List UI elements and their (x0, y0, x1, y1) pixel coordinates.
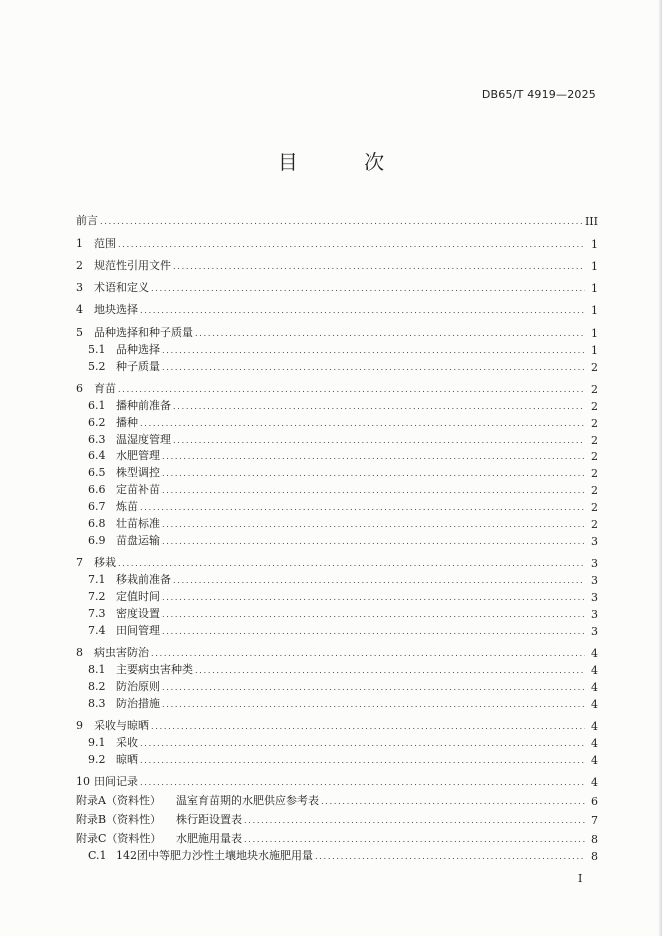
toc-entry-label: 范围 (94, 236, 116, 250)
toc-entry[interactable] (76, 767, 598, 789)
toc-entry[interactable] (76, 531, 598, 548)
toc-entry[interactable] (76, 548, 598, 570)
toc-leader-dots (162, 519, 585, 529)
toc-leader-dots (140, 777, 585, 787)
toc-leader-dots (195, 665, 585, 675)
toc-entry-page: 1 (591, 326, 598, 340)
toc-leader-dots (151, 648, 585, 658)
toc-entry[interactable] (76, 317, 598, 339)
toc-entry-label: 育苗 (94, 381, 116, 395)
toc-entry-label: 株行距设置表 (176, 813, 242, 827)
toc-entry-label: 田间记录 (94, 775, 138, 789)
toc-entry-label: 移栽前准备 (116, 573, 171, 587)
toc-entry-title (76, 717, 149, 733)
toc-entry-page: 4 (591, 680, 598, 694)
toc-leader-dots (173, 575, 585, 585)
toc-entry-page: 2 (591, 399, 598, 413)
toc-leader-dots (173, 435, 585, 445)
toc-entry-number: 9.1 (88, 735, 106, 749)
toc-entry-title (76, 414, 138, 430)
toc-entry-title (76, 464, 160, 480)
toc-leader-dots (244, 815, 585, 825)
document-code: DB65/T 4919—2025 (481, 88, 596, 101)
toc-entry-label: 种子质量 (116, 359, 160, 373)
toc-entry[interactable] (76, 808, 598, 827)
toc-entry-number: 6.1 (88, 398, 106, 412)
toc-entry-title (76, 811, 242, 827)
toc-entry-title (76, 481, 160, 497)
toc-entry-label: 地块选择 (94, 303, 138, 317)
toc-entry-title (76, 397, 171, 413)
toc-entry-title (76, 644, 149, 660)
toc-entry-title (76, 622, 160, 638)
toc-entry-page: 4 (591, 736, 598, 750)
toc-entry-number: 5 (76, 325, 83, 339)
toc-entry-label: 品种选择和种子质量 (94, 325, 193, 339)
toc-entry-page: III (584, 215, 598, 229)
toc-entry-page: 3 (591, 607, 598, 621)
toc-entry-title (76, 235, 116, 251)
toc-entry[interactable] (76, 846, 598, 863)
page-edge-shadow (658, 0, 662, 936)
toc-entry-page: 3 (591, 590, 598, 604)
toc-leader-dots (162, 536, 585, 546)
toc-entry-label: 晾晒 (116, 752, 138, 766)
toc-entry-number: 6 (76, 381, 83, 395)
toc-entry-title (76, 847, 313, 863)
toc-entry-page: 8 (591, 849, 598, 863)
toc-entry-label: 播种前准备 (116, 398, 171, 412)
toc-entry-page: 2 (591, 467, 598, 481)
toc-entry-title (76, 380, 116, 396)
toc-entry-label: 温湿度管理 (116, 432, 171, 446)
toc-leader-dots (162, 626, 585, 636)
toc-entry-label: 防治原则 (116, 679, 160, 693)
toc-entry-title (76, 447, 160, 463)
toc-leader-dots (140, 738, 585, 748)
toc-entry[interactable] (76, 206, 598, 228)
toc-entry-page: 1 (591, 237, 598, 251)
toc-entry[interactable] (76, 497, 598, 514)
toc-entry[interactable] (76, 827, 598, 846)
toc-entry-number: 6.5 (88, 466, 106, 480)
toc-leader-dots (162, 609, 585, 619)
toc-entry-number: 6.8 (88, 516, 106, 530)
toc-entry-label: 定值时间 (116, 589, 160, 603)
toc-entry-page: 4 (591, 697, 598, 711)
toc-entry-title (76, 830, 242, 846)
toc-entry[interactable] (76, 251, 598, 273)
toc-leader-dots (100, 216, 582, 226)
toc-entry-number: 附录C（资料性） (76, 832, 162, 846)
toc-entry-number: 7.4 (88, 623, 106, 637)
toc-entry-number: 7.2 (88, 589, 106, 603)
toc-leader-dots (140, 755, 585, 765)
toc-leader-dots (118, 239, 585, 249)
toc-entry[interactable] (76, 711, 598, 733)
toc-entry-label: 术语和定义 (94, 281, 149, 295)
toc-entry[interactable] (76, 604, 598, 621)
toc-entry-page: 3 (591, 624, 598, 638)
toc-entry-title (76, 751, 138, 767)
toc-entry-title (76, 571, 171, 587)
toc-entry-title (76, 792, 319, 808)
toc-entry-page: 3 (591, 557, 598, 571)
toc-entry-page: 2 (591, 450, 598, 464)
toc-entry-label: 防治措施 (116, 696, 160, 710)
toc-entry-label: 品种选择 (116, 342, 160, 356)
toc-entry-label: 炼苗 (116, 500, 138, 514)
toc-entry[interactable] (76, 587, 598, 604)
toc-entry-title (76, 734, 138, 750)
toc-leader-dots (162, 362, 585, 372)
toc-entry-title (76, 695, 160, 711)
toc-entry-page: 8 (591, 833, 598, 847)
toc-entry-page: 4 (591, 720, 598, 733)
toc-entry-label: 壮苗标准 (116, 516, 160, 530)
toc-entry-label: 前言 (76, 214, 98, 228)
toc-leader-dots (162, 451, 585, 461)
toc-entry-title (76, 212, 98, 228)
table-of-contents (76, 206, 598, 863)
toc-leader-dots (140, 305, 585, 315)
toc-leader-dots (315, 851, 585, 861)
toc-entry[interactable] (76, 273, 598, 295)
toc-entry-number: 6.3 (88, 432, 106, 446)
toc-entry-title (76, 554, 116, 570)
toc-leader-dots (162, 592, 585, 602)
toc-entry-label: 田间管理 (116, 623, 160, 637)
toc-entry-number: 8.3 (88, 696, 106, 710)
toc-entry[interactable] (76, 638, 598, 660)
toc-leader-dots (162, 485, 585, 495)
toc-entry-number: 4 (76, 303, 83, 317)
toc-entry-number: 8 (76, 646, 83, 660)
toc-entry-number: 5.1 (88, 342, 106, 356)
toc-entry-number: 8.1 (88, 662, 106, 676)
toc-entry-page: 2 (591, 517, 598, 531)
toc-leader-dots (162, 682, 585, 692)
toc-entry[interactable] (76, 677, 598, 694)
toc-entry-title (76, 605, 160, 621)
toc-entry[interactable] (76, 660, 598, 677)
toc-entry-title (76, 588, 160, 604)
toc-entry-title (76, 431, 171, 447)
toc-entry-title (76, 678, 160, 694)
toc-entry-label: 主要病虫害种类 (116, 662, 193, 676)
toc-leader-dots (151, 721, 585, 731)
toc-entry-title (76, 515, 160, 531)
toc-entry-number: 9 (76, 719, 83, 732)
toc-entry[interactable] (76, 621, 598, 638)
toc-leader-dots (140, 418, 585, 428)
toc-entry-number: 2 (76, 258, 83, 272)
toc-leader-dots (162, 699, 585, 709)
toc-entry[interactable] (76, 413, 598, 430)
toc-entry[interactable] (76, 733, 598, 750)
toc-entry-title (76, 661, 193, 677)
toc-entry-label: 密度设置 (116, 606, 160, 620)
toc-entry[interactable] (76, 694, 598, 711)
toc-entry-number: 5.2 (88, 359, 106, 373)
toc-entry-page: 1 (591, 259, 598, 273)
toc-entry-page: 2 (591, 416, 598, 430)
toc-entry-page: 4 (591, 753, 598, 767)
toc-entry-page: 2 (591, 484, 598, 498)
toc-leader-dots (321, 796, 585, 806)
toc-entry[interactable] (76, 340, 598, 357)
toc-entry[interactable] (76, 374, 598, 396)
toc-entry[interactable] (76, 447, 598, 464)
toc-entry-title (76, 532, 160, 548)
toc-entry-title (76, 341, 160, 357)
toc-entry-number: 6.9 (88, 533, 106, 547)
toc-entry-page: 2 (591, 433, 598, 447)
toc-entry-label: 采收与晾晒 (94, 719, 149, 732)
toc-entry-label: 采收 (116, 735, 138, 749)
toc-entry-number: 6.7 (88, 500, 106, 514)
toc-entry[interactable] (76, 789, 598, 808)
toc-entry-title (76, 324, 193, 340)
toc-entry[interactable] (76, 570, 598, 587)
toc-leader-dots (118, 384, 585, 394)
toc-entry-number: 1 (76, 236, 83, 250)
toc-leader-dots (118, 558, 585, 568)
toc-entry-label: 病虫害防治 (94, 646, 149, 660)
toc-leader-dots (173, 261, 585, 271)
toc-leader-dots (140, 502, 585, 512)
toc-entry-label: 定苗补苗 (116, 483, 160, 497)
toc-entry-title (76, 498, 138, 514)
toc-entry-page: 6 (591, 795, 598, 809)
toc-entry-number: 7.1 (88, 573, 106, 587)
toc-entry-page: 4 (591, 663, 598, 677)
toc-entry[interactable] (76, 396, 598, 413)
toc-leader-dots (195, 328, 585, 338)
toc-entry-title (76, 358, 160, 374)
toc-leader-dots (244, 834, 585, 844)
toc-leader-dots (173, 401, 585, 411)
toc-entry[interactable] (76, 357, 598, 374)
toc-entry-page: 7 (591, 814, 598, 828)
toc-entry-label: 水肥管理 (116, 449, 160, 463)
toc-entry-page: 3 (591, 574, 598, 588)
toc-entry-page: 1 (591, 343, 598, 357)
toc-entry[interactable] (76, 480, 598, 497)
toc-entry-label: 142团中等肥力沙性土壤地块水施肥用量 (116, 848, 313, 862)
toc-entry-number: 附录B（资料性） (76, 813, 162, 827)
toc-entry-title (76, 257, 171, 273)
toc-entry-number: 附录A（资料性） (76, 794, 161, 808)
toc-leader-dots (151, 283, 585, 293)
toc-entry-number: 7 (76, 556, 83, 570)
toc-entry[interactable] (76, 514, 598, 531)
toc-entry[interactable] (76, 463, 598, 480)
toc-entry-label: 水肥施用量表 (176, 832, 242, 846)
toc-entry-number: 3 (76, 281, 83, 295)
toc-entry-number: 7.3 (88, 606, 106, 620)
toc-entry-number: 9.2 (88, 752, 106, 766)
toc-entry-label: 株型调控 (116, 466, 160, 480)
toc-entry[interactable] (76, 295, 598, 317)
toc-entry[interactable] (76, 228, 598, 250)
toc-entry-page: 2 (591, 501, 598, 515)
toc-entry-number: 6.2 (88, 415, 106, 429)
toc-entry-page: 2 (591, 360, 598, 374)
toc-entry-page: 1 (591, 304, 598, 318)
toc-entry[interactable] (76, 750, 598, 767)
toc-leader-dots (162, 468, 585, 478)
page-number: I (578, 872, 583, 885)
toc-entry-page: 4 (591, 647, 598, 661)
toc-entry-label: 播种 (116, 415, 138, 429)
toc-entry-label: 温室育苗期的水肥供应参考表 (176, 794, 319, 808)
page-title: 目 次 (277, 150, 415, 174)
toc-entry-page: 3 (591, 534, 598, 548)
toc-entry-title (76, 773, 138, 789)
toc-entry-label: 规范性引用文件 (94, 258, 171, 272)
toc-entry-number: C.1 (88, 848, 107, 862)
toc-entry-title (76, 279, 149, 295)
toc-leader-dots (162, 345, 585, 355)
toc-entry[interactable] (76, 430, 598, 447)
toc-entry-label: 移栽 (94, 556, 116, 570)
toc-entry-label: 苗盘运输 (116, 533, 160, 547)
toc-entry-page: 4 (591, 776, 598, 790)
toc-entry-number: 6.4 (88, 449, 106, 463)
toc-entry-page: 2 (591, 382, 598, 396)
toc-entry-number: 8.2 (88, 679, 106, 693)
toc-entry-title (76, 301, 138, 317)
toc-entry-number: 6.6 (88, 483, 106, 497)
toc-entry-page: 1 (591, 282, 598, 296)
toc-entry-number: 10 (76, 775, 90, 789)
